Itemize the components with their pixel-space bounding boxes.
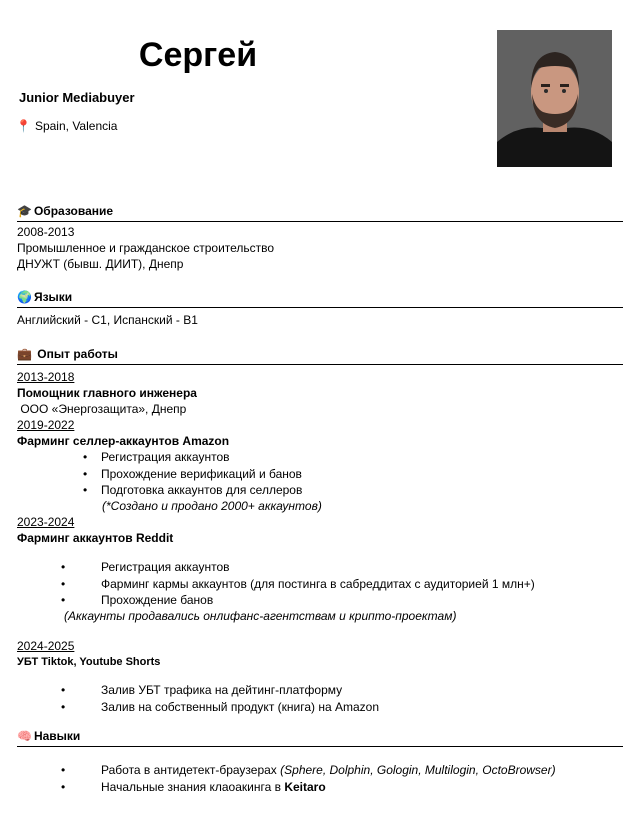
section-education-title: Образование bbox=[33, 204, 114, 218]
section-skills-title: Навыки bbox=[33, 729, 81, 743]
job-note: (*Создано и продано 2000+ аккаунтов) bbox=[102, 499, 322, 513]
location bbox=[16, 119, 117, 133]
globe-icon: 🌍 bbox=[17, 290, 32, 304]
list-item: • Регистрация аккаунтов bbox=[101, 449, 302, 466]
skill-text: Начальные знания клаоакинга в bbox=[101, 779, 285, 794]
job-years: 2023-2024 bbox=[17, 515, 75, 529]
list-item: • Подготовка аккаунтов для селлеров bbox=[101, 482, 302, 499]
pin-icon: 📍 bbox=[16, 119, 31, 133]
job-position: УБТ Tiktok, Youtube Shorts bbox=[17, 656, 161, 668]
location-text: Spain, Valencia bbox=[34, 119, 118, 133]
section-education-header bbox=[17, 204, 623, 222]
job-years: 2019-2022 bbox=[17, 418, 75, 432]
candidate-name: Сергей bbox=[138, 36, 258, 74]
skills-list bbox=[101, 762, 556, 795]
list-item: • Фарминг кармы аккаунтов (для постинга в сабреддитах с аудиторией 1 млн+) bbox=[101, 576, 535, 593]
graduation-cap-icon: 🎓 bbox=[17, 204, 32, 218]
list-item: • Залив УБТ трафика на дейтинг-платформу bbox=[101, 682, 379, 699]
job-company: ООО «Энергозащита», Днепр bbox=[17, 402, 187, 416]
education-field: Промышленное и гражданское строительство bbox=[17, 241, 275, 255]
education-university: ДНУЖТ (бывш. ДИИТ), Днепр bbox=[17, 257, 184, 271]
job-position: Фарминг селлер-аккаунтов Amazon bbox=[17, 434, 230, 448]
languages-text: Английский - С1, Испанский - В1 bbox=[17, 313, 198, 327]
list-item: • Регистрация аккаунтов bbox=[101, 559, 535, 576]
section-experience-title: Опыт работы bbox=[37, 347, 118, 361]
job-duties-list bbox=[101, 449, 302, 499]
job-note: (Аккаунты продавались онлифанс-агентствам и крипто-проектам) bbox=[64, 609, 457, 623]
job-duties-list bbox=[101, 559, 535, 609]
briefcase-icon: 💼 bbox=[17, 347, 32, 361]
brain-icon: 🧠 bbox=[17, 729, 32, 743]
profile-photo bbox=[497, 30, 612, 167]
job-years: 2024-2025 bbox=[17, 639, 75, 653]
job-position: Фарминг аккаунтов Reddit bbox=[17, 531, 174, 545]
list-item: • Прохождение банов bbox=[101, 592, 535, 609]
skill-tools: (Sphere, Dolphin, Gologin, Multilogin, OctoBrowser) bbox=[280, 763, 556, 777]
section-languages-header bbox=[17, 290, 623, 308]
section-experience-header bbox=[17, 347, 623, 365]
job-years: 2013-2018 bbox=[17, 370, 75, 384]
section-skills-header bbox=[17, 729, 623, 747]
list-item bbox=[101, 779, 556, 796]
section-languages-title: Языки bbox=[33, 290, 73, 304]
list-item: • Прохождение верификаций и банов bbox=[101, 466, 302, 483]
skill-text: Работа в антидетект-браузерах bbox=[101, 763, 281, 777]
job-duties-list bbox=[101, 682, 379, 715]
job-position: Помощник главного инженера bbox=[17, 386, 197, 400]
list-item bbox=[101, 762, 556, 779]
education-years: 2008-2013 bbox=[17, 225, 75, 239]
job-role: Junior Mediabuyer bbox=[19, 90, 135, 105]
list-item: • Залив на собственный продукт (книга) на Amazon bbox=[101, 699, 379, 716]
skill-tool: Keitaro bbox=[284, 779, 326, 794]
